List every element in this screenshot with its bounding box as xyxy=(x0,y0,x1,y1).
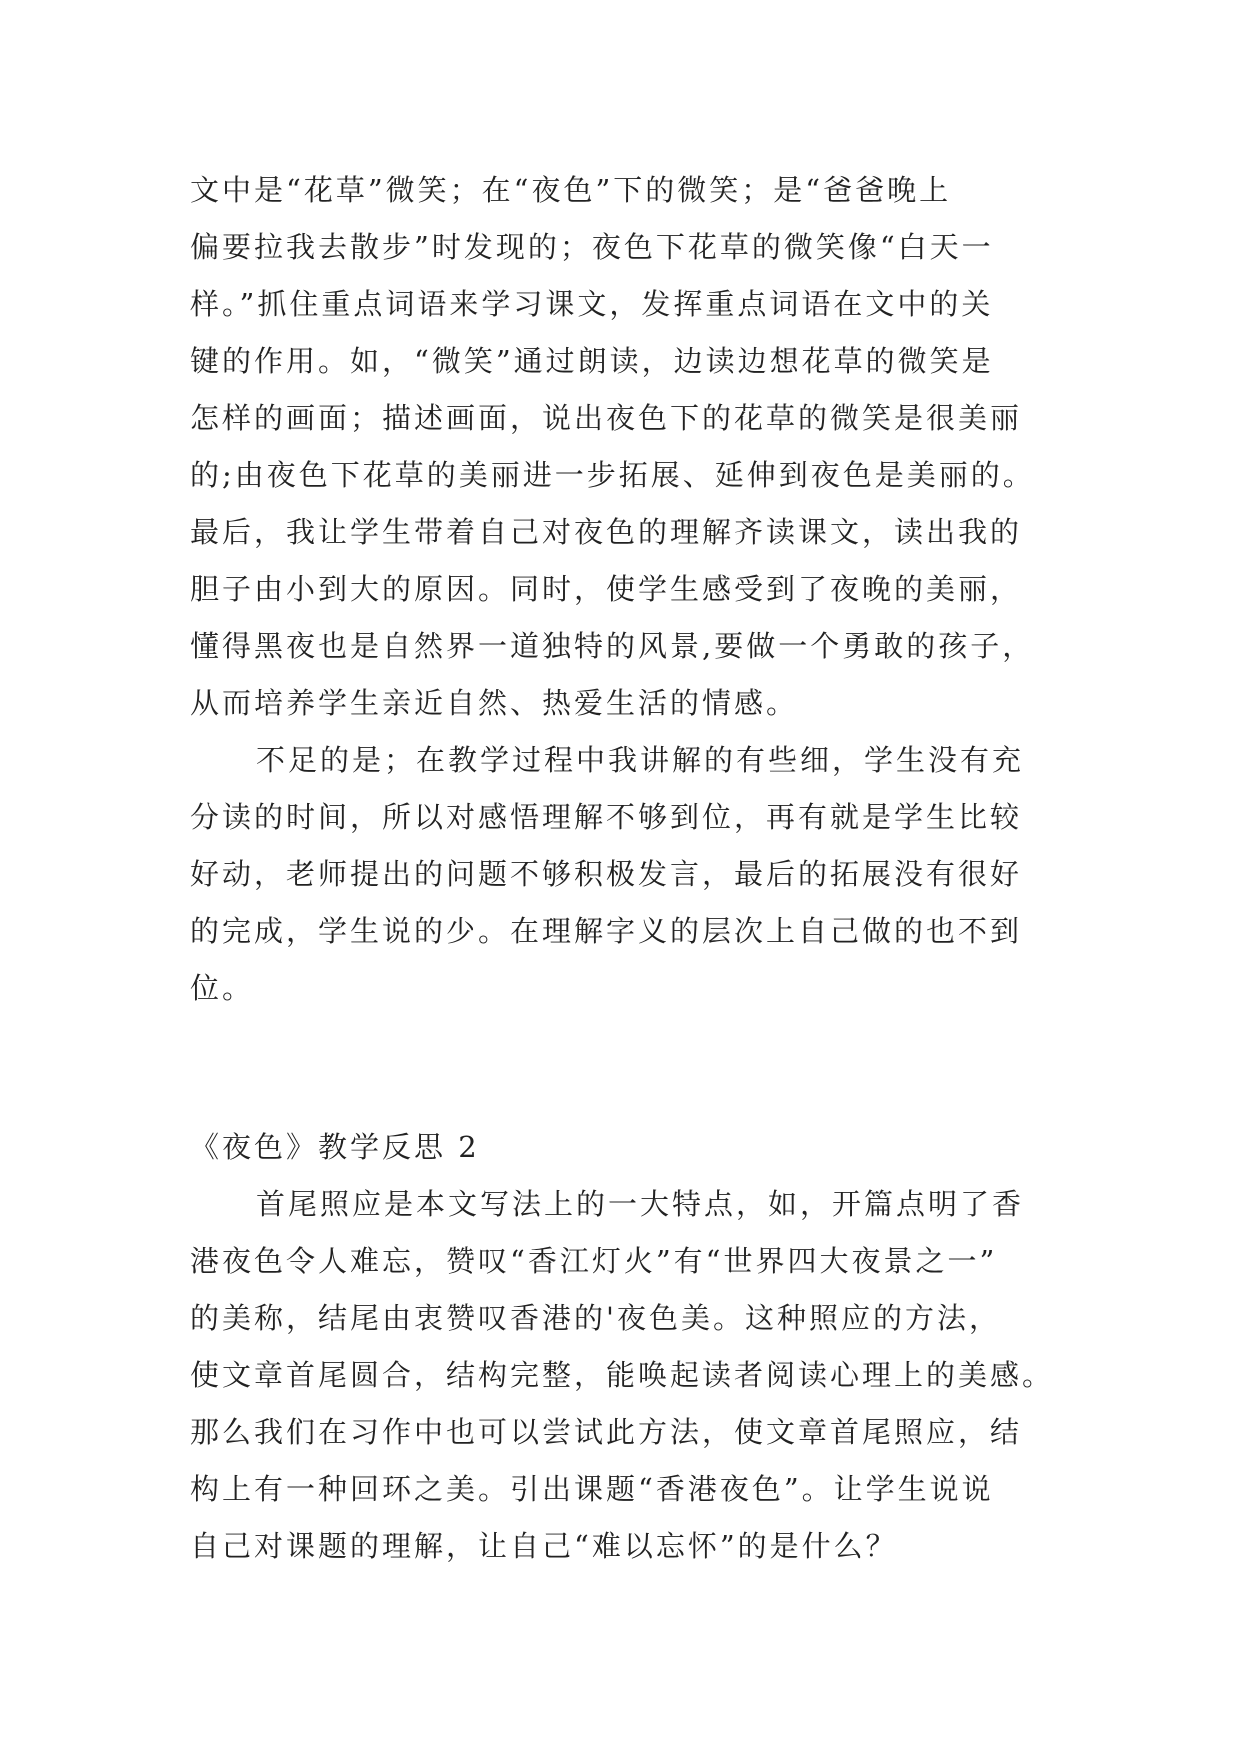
paragraph-3 xyxy=(190,1176,1070,1575)
text-line: 构上有一种回环之美。引出课题“香港夜色”。让学生说说 xyxy=(190,1472,994,1506)
text-line: 分读的时间，所以对感悟理解不够到位，再有就是学生比较 xyxy=(190,800,1023,834)
paragraph-1 xyxy=(190,162,1070,732)
text-line: 偏要拉我去散步”时发现的；夜色下花草的微笑像“白天一 xyxy=(190,230,994,264)
text-line: 键的作用。如，“微笑”通过朗读，边读边想花草的微笑是 xyxy=(190,344,994,378)
text-line: 最后，我让学生带着自己对夜色的理解齐读课文，读出我的 xyxy=(190,515,1023,549)
text-line: 港夜色令人难忘，赞叹“香江灯火”有“世界四大夜景之一” xyxy=(190,1244,998,1278)
text-line: 懂得黑夜也是自然界一道独特的风景,要做一个勇敢的孩子， xyxy=(190,629,1035,663)
section-heading: 《夜色》教学反思 2 xyxy=(190,1130,480,1164)
text-line: 样。”抓住重点词语来学习课文，发挥重点词语在文中的关 xyxy=(190,287,994,321)
paragraph-2 xyxy=(190,732,1070,1017)
text-line: 使文章首尾圆合，结构完整，能唤起读者阅读心理上的美感。 xyxy=(190,1358,1055,1392)
text-line: 的美称，结尾由衷赞叹香港的'夜色美。这种照应的方法， xyxy=(190,1301,1001,1335)
text-line: 胆子由小到大的原因。同时，使学生感受到了夜晚的美丽， xyxy=(190,572,1023,606)
text-line: 怎样的画面；描述画面，说出夜色下的花草的微笑是很美丽 xyxy=(190,401,1023,435)
text-line: 不足的是；在教学过程中我讲解的有些细，学生没有充 xyxy=(256,743,1025,777)
text-line: 自己对课题的理解，让自己“难以忘怀”的是什么？ xyxy=(190,1529,898,1563)
text-line: 的完成，学生说的少。在理解字义的层次上自己做的也不到 xyxy=(190,914,1023,948)
text-line: 首尾照应是本文写法上的一大特点，如，开篇点明了香 xyxy=(256,1187,1025,1221)
text-line: 那么我们在习作中也可以尝试此方法，使文章首尾照应，结 xyxy=(190,1415,1023,1449)
text-line: 文中是“花草”微笑；在“夜色”下的微笑；是“爸爸晚上 xyxy=(190,173,952,207)
text-line: 好动，老师提出的问题不够积极发言，最后的拓展没有很好 xyxy=(190,857,1023,891)
text-line: 位。 xyxy=(190,971,255,1005)
text-line: 的;由夜色下花草的美丽进一步拓展、延伸到夜色是美丽的。 xyxy=(190,458,1035,492)
document-body xyxy=(190,162,1070,1575)
text-line: 从而培养学生亲近自然、热爱生活的情感。 xyxy=(190,686,799,720)
